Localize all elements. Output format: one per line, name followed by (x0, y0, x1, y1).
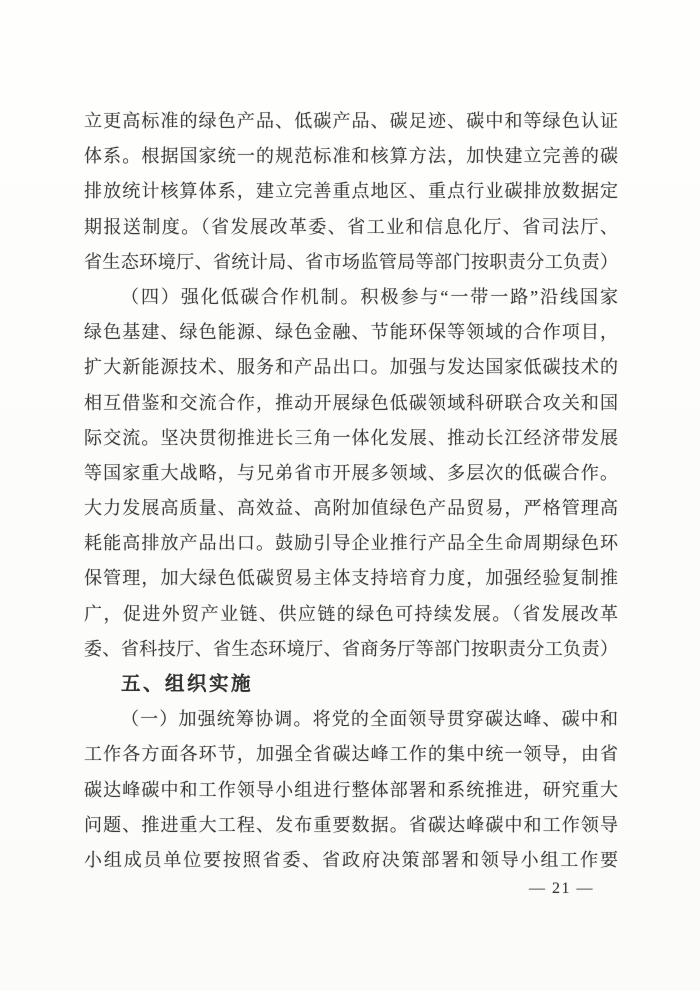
text-line: 委、省科技厅、省生态环境厅、省商务厅等部门按职责分工负责） (84, 638, 618, 659)
text-line: 相互借鉴和交流合作，推动开展绿色低碳领域科研联合攻关和国 (84, 392, 618, 413)
text-line: 等国家重大战略，与兄弟省市开展多领域、多层次的低碳合作。 (84, 462, 618, 483)
page-number: — 21 — (529, 880, 594, 897)
text-line: 耗能高排放产品出口。鼓励引导企业推行产品全生命周期绿色环 (84, 533, 618, 554)
text-line: 体系。根据国家统一的规范标准和核算方法，加快建立完善的碳 (84, 146, 618, 167)
text-line: 际交流。坚决贯彻推进长三角一体化发展、推动长江经济带发展 (84, 427, 618, 448)
text-line: 小组成员单位要按照省委、省政府决策部署和领导小组工作要 (84, 849, 618, 870)
text-line: 广，促进外贸产业链、供应链的绿色可持续发展。（省发展改革 (84, 603, 618, 624)
text-line: 排放统计核算体系，建立完善重点地区、重点行业碳排放数据定 (84, 181, 618, 202)
paragraph-start-line: （一）加强统筹协调。将党的全面领导贯穿碳达峰、碳中和 (121, 709, 618, 730)
text-line: 问题、推进重大工程、发布重要数据。省碳达峰碳中和工作领导 (84, 814, 618, 835)
text-line: 省生态环境厅、省统计局、省市场监管局等部门按职责分工负责） (84, 251, 618, 272)
text-line: 绿色基建、绿色能源、绿色金融、节能环保等领域的合作项目， (84, 322, 618, 343)
text-line: 工作各方面各环节，加强全省碳达峰工作的集中统一领导，由省 (84, 744, 618, 765)
text-line: 碳达峰碳中和工作领导小组进行整体部署和系统推进，研究重大 (84, 779, 618, 800)
document-body (84, 104, 618, 878)
text-line: 保管理，加大绿色低碳贸易主体支持培育力度，加强经验复制推 (84, 568, 618, 589)
text-line: 立更高标准的绿色产品、低碳产品、碳足迹、碳中和等绿色认证 (84, 111, 618, 131)
section-heading: 五、组织实施 (121, 673, 254, 695)
text-line: 期报送制度。（省发展改革委、省工业和信息化厅、省司法厅、 (84, 216, 618, 237)
text-line: 扩大新能源技术、服务和产品出口。加强与发达国家低碳技术的 (84, 357, 618, 378)
text-line: 大力发展高质量、高效益、高附加值绿色产品贸易，严格管理高 (84, 498, 618, 519)
paragraph-start-line: （四）强化低碳合作机制。积极参与“一带一路”沿线国家 (121, 286, 618, 307)
